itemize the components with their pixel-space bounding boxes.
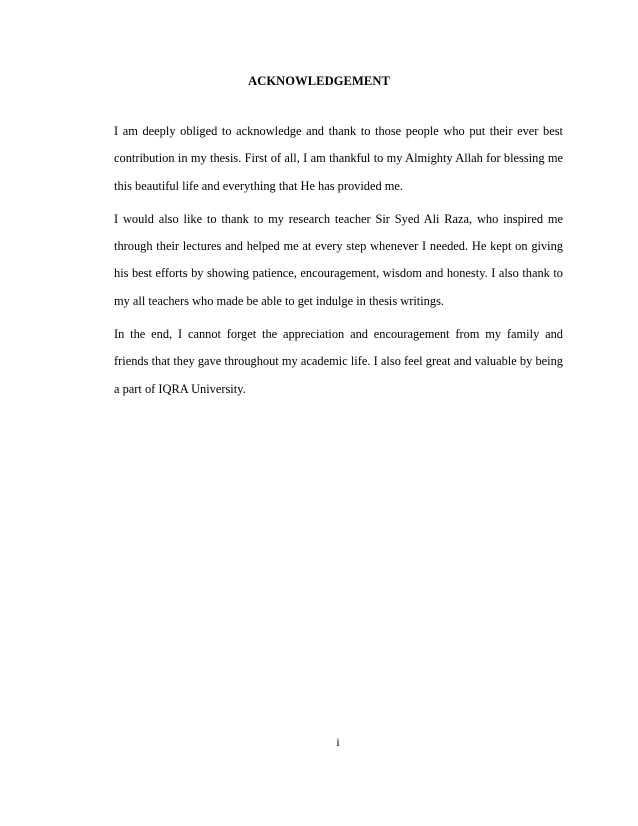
page-title: ACKNOWLEDGEMENT (248, 74, 390, 88)
paragraph-2: I would also like to thank to my research teacher Sir Syed Ali Raza, who inspired me through their lectures and helped me at every step whenever I needed. He kept on giving his best efforts by showing patience, encouragement, wisdom and honesty. I also thank to my all teachers who made be able to get indulge in thesis writings. (114, 211, 563, 308)
paragraph-1: I am deeply obliged to acknowledge and thank to those people who put their ever best contribution in my thesis. First of all, I am thankful to my Almighty Allah for blessing me this beautiful life and everything that He has provided me. (114, 124, 563, 193)
paragraph-3: In the end, I cannot forget the appreciation and encouragement from my family and friends that they gave throughout my academic life. I also feel great and valuable by being a part of IQRA University. (114, 327, 563, 396)
page-number: i (336, 735, 340, 749)
acknowledgement-body (114, 118, 563, 409)
